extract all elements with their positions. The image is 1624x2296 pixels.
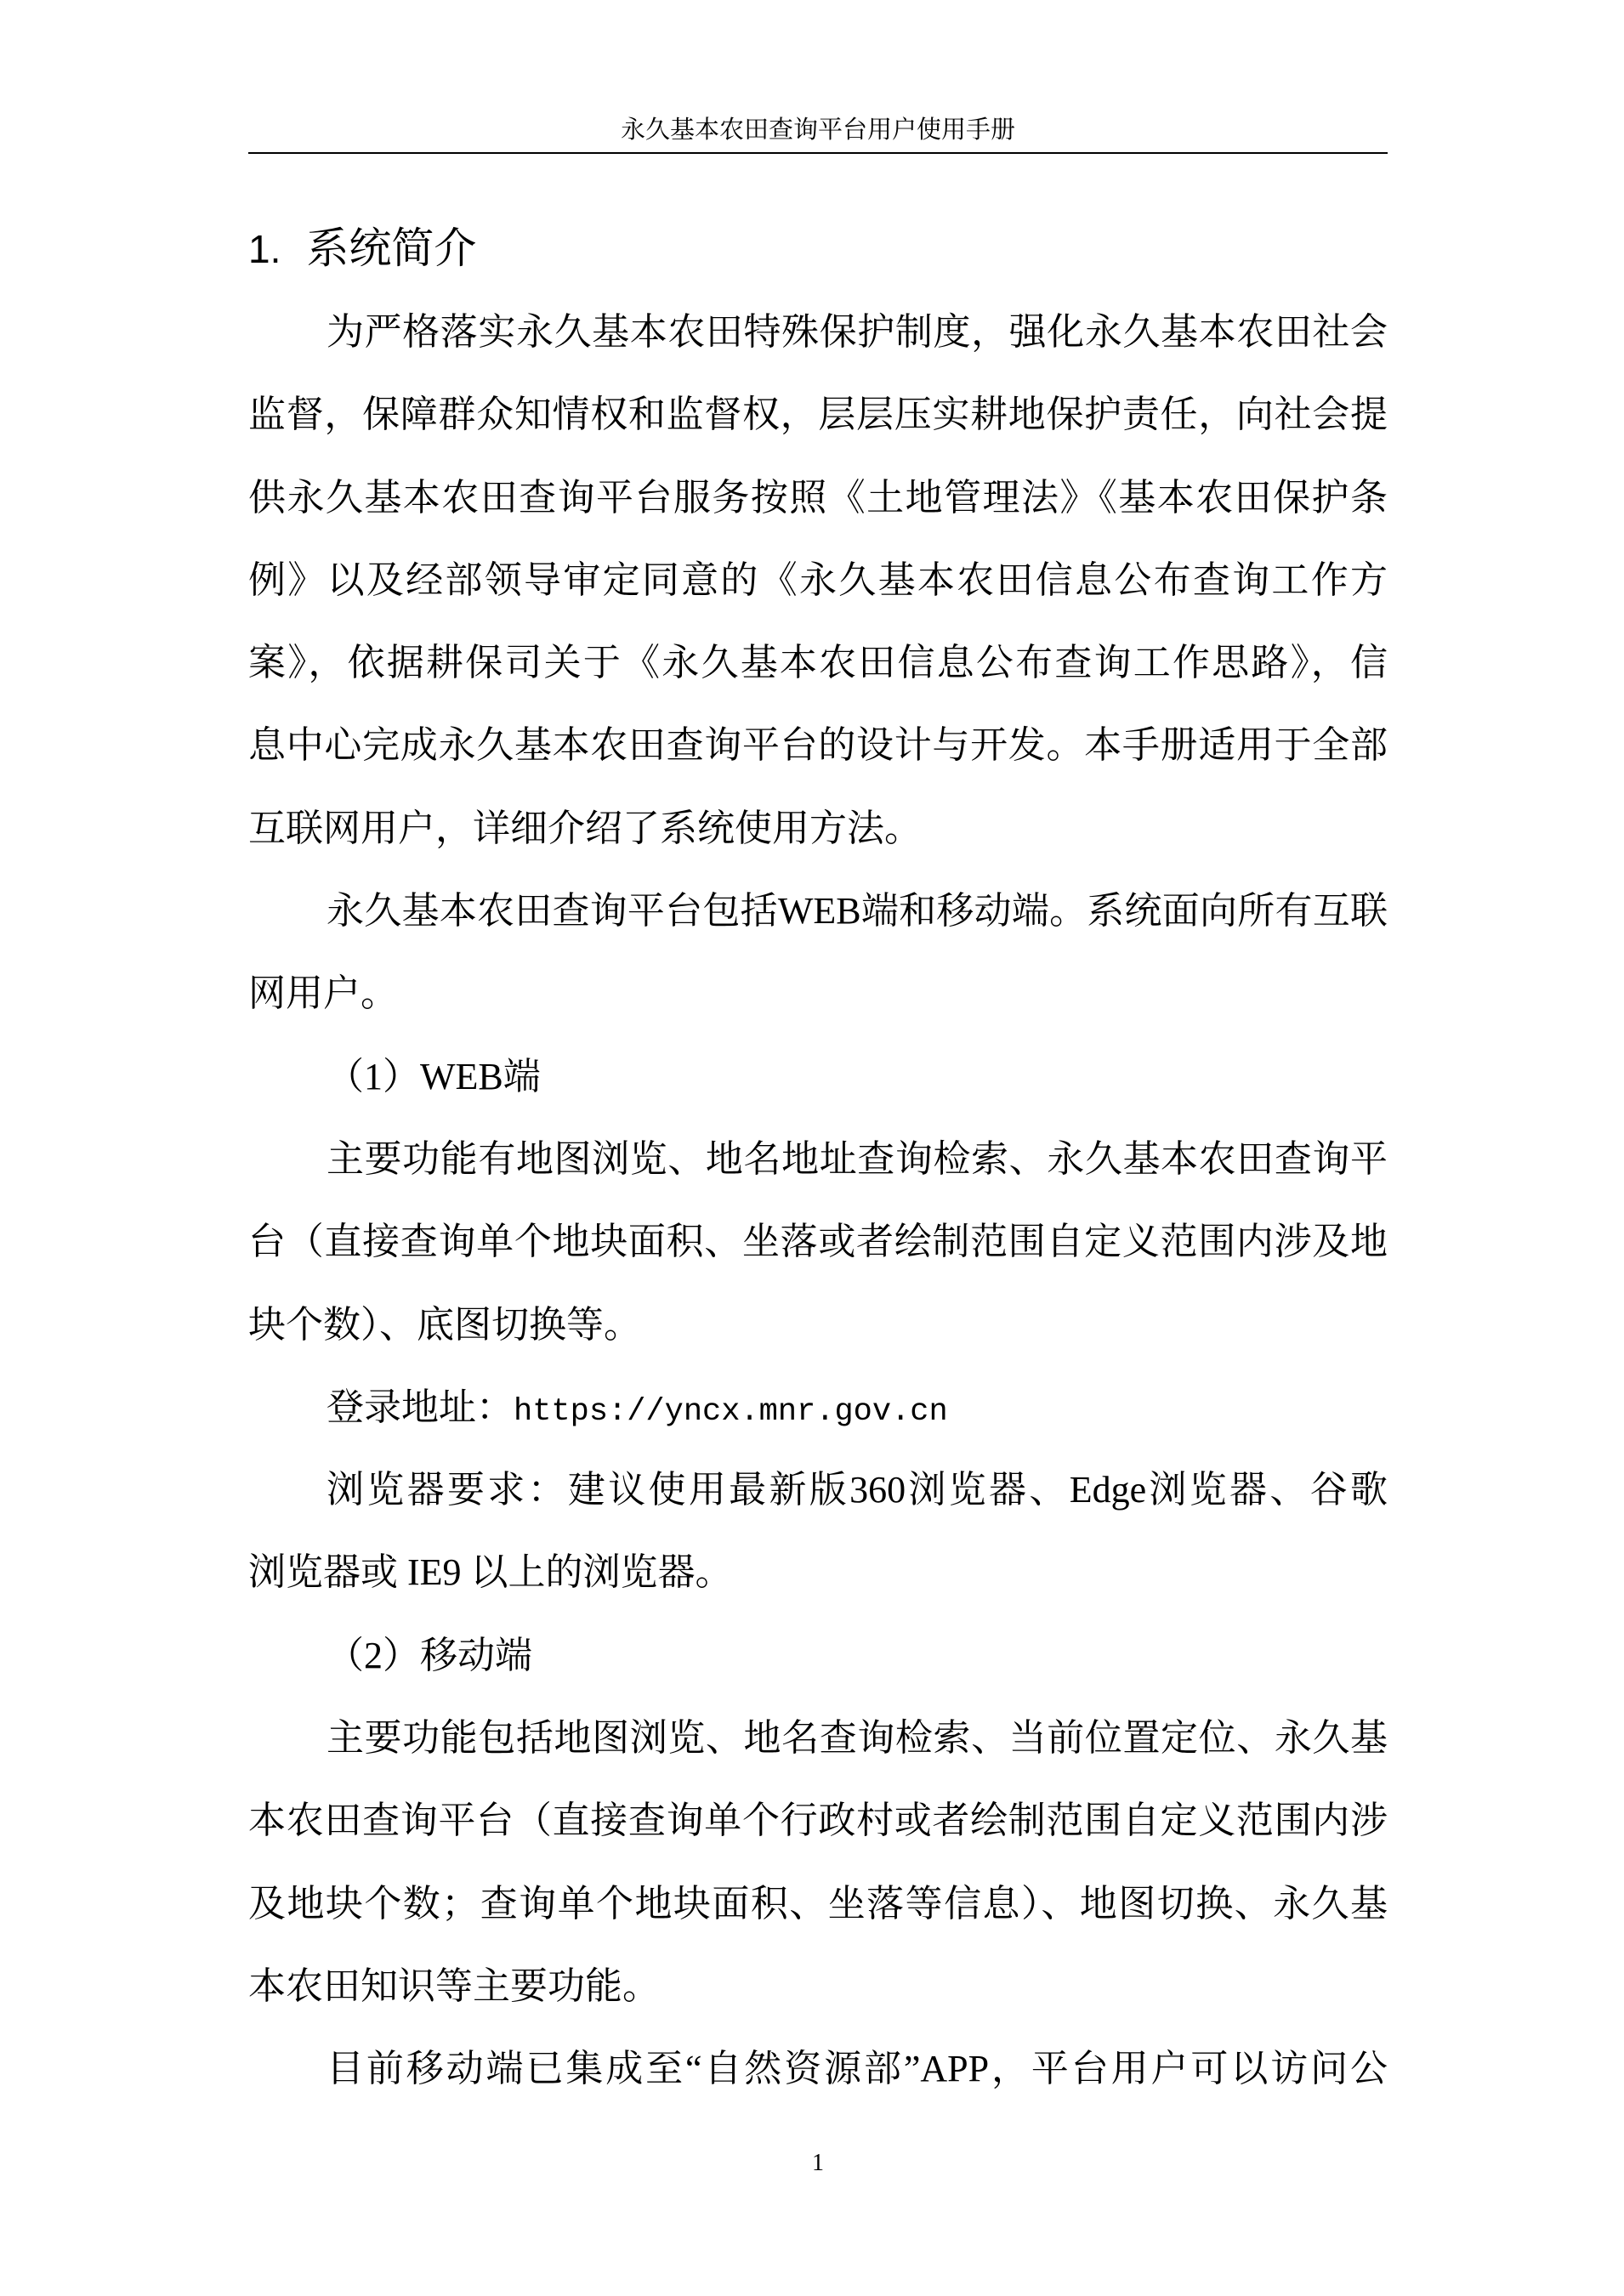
text-line: 案》，依据耕保司关于《永久基本农田信息公布查询工作思路》，信 xyxy=(248,642,1388,684)
text-line: 本农田查询平台（直接查询单个行政村或者绘制范围自定义范围内涉 xyxy=(248,1800,1388,1842)
section-number: 1. xyxy=(248,227,281,271)
paragraph-intro xyxy=(248,291,1388,870)
text-line: 本农田知识等主要功能。 xyxy=(248,1964,660,2007)
section-heading xyxy=(248,219,476,278)
text-line: 浏览器或 IE9 以上的浏览器。 xyxy=(248,1551,733,1594)
body-text xyxy=(248,291,1388,2111)
text-line: 监督，保障群众知情权和监督权，层层压实耕地保护责任，向社会提 xyxy=(248,394,1388,436)
section-title: 系统简介 xyxy=(306,224,477,273)
text-line: 主要功能包括地图浏览、地名查询检索、当前位置定位、永久基 xyxy=(327,1717,1388,1760)
running-header: 永久基本农田查询平台用户使用手册 xyxy=(620,116,1015,144)
text-line: 台（直接查询单个地块面积、坐落或者绘制范围自定义范围内涉及地 xyxy=(248,1221,1388,1263)
text-line: 互联网用户，详细介绍了系统使用方法。 xyxy=(248,807,922,849)
text-line: 供永久基本农田查询平台服务按照《土地管理法》《基本农田保护条 xyxy=(248,476,1388,519)
paragraph-web-browser xyxy=(248,1448,1388,1614)
login-url: https://yncx.mnr.gov.cn xyxy=(514,1393,948,1430)
text-line: 及地块个数；查询单个地块面积、坐落等信息）、地图切换、永久基 xyxy=(248,1882,1388,1925)
paragraph-web-features xyxy=(248,1118,1388,1366)
login-address xyxy=(248,1366,1388,1448)
subheading-web: （1）WEB端 xyxy=(327,1055,541,1097)
paragraph-mobile-app xyxy=(248,2027,1388,2110)
text-line: 主要功能有地图浏览、地名地址查询检索、永久基本农田查询平 xyxy=(327,1137,1388,1180)
text-line: 块个数）、底图切换等。 xyxy=(248,1303,641,1346)
text-line: 息中心完成永久基本农田查询平台的设计与开发。本手册适用于全部 xyxy=(248,724,1388,767)
subheading-mobile: （2）移动端 xyxy=(327,1634,532,1676)
text-line: 例》以及经部领导审定同意的《永久基本农田信息公布查询工作方 xyxy=(248,558,1388,601)
text-line: 为严格落实永久基本农田特殊保护制度，强化永久基本农田社会 xyxy=(327,311,1388,353)
text-line: 浏览器要求：建议使用最新版360浏览器、Edge浏览器、谷歌 xyxy=(327,1469,1388,1511)
text-line: 目前移动端已集成至“自然资源部”APP，平台用户可以访问公 xyxy=(327,2048,1388,2090)
page-number: 1 xyxy=(812,2150,824,2176)
text-line: 永久基本农田查询平台包括WEB端和移动端。系统面向所有互联 xyxy=(327,890,1388,933)
paragraph-platform xyxy=(248,870,1388,1035)
header-rule xyxy=(248,152,1388,154)
paragraph-mobile-features xyxy=(248,1697,1388,2027)
text-line: 网用户。 xyxy=(248,972,398,1015)
login-address-label: 登录地址： xyxy=(327,1386,514,1428)
